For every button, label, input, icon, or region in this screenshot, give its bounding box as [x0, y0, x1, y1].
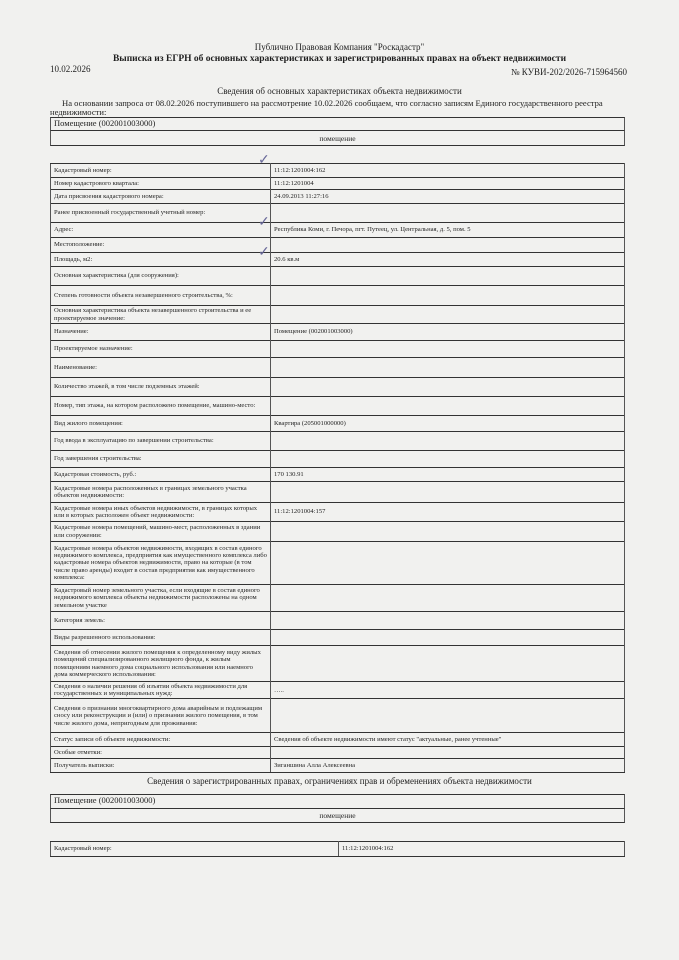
row-value — [271, 482, 625, 503]
checkmark-icon: ✓ — [258, 215, 270, 230]
table-row — [51, 612, 625, 630]
document-title: Выписка из ЕГРН об основных характеристиках и зарегистрированных правах на объект недвижимости — [112, 54, 567, 64]
section2-object-type: Помещение (002001003000) — [50, 794, 625, 808]
object-type: Помещение (002001003000) — [50, 117, 625, 130]
table-row — [51, 223, 625, 238]
table-row — [51, 238, 625, 253]
table-row — [51, 253, 625, 267]
row-value — [271, 451, 625, 468]
row-label: Основная характеристика (для сооружения): — [51, 267, 271, 286]
table-row — [51, 542, 625, 585]
row-label: Кадастровые номера расположенных в границах земельного участка объектов недвижимости: — [51, 482, 271, 503]
row-value — [271, 238, 625, 253]
section2-title: Сведения о зарегистрированных правах, ограничениях прав и обременениях объекта недвижимости — [147, 776, 532, 786]
row-label: Основная характеристика объекта незавершенного строительства и ее проектируемое значение: — [51, 306, 271, 324]
row-label: Кадастровые номера помещений, машино-мест, расположенных в здании или сооружении: — [51, 522, 271, 542]
rights-table — [50, 841, 625, 857]
table-row — [51, 585, 625, 612]
table-row — [51, 358, 625, 378]
table-row — [51, 190, 625, 204]
object-kind: помещение — [50, 130, 625, 146]
table-row — [51, 699, 625, 733]
table-row — [51, 324, 625, 341]
row-value — [271, 397, 625, 416]
table-row — [51, 522, 625, 542]
row-value: 170 130.91 — [271, 468, 625, 482]
table-row — [51, 306, 625, 324]
row-value — [271, 612, 625, 630]
row-value — [271, 306, 625, 324]
row-value: ….. — [271, 682, 625, 699]
row-value — [271, 646, 625, 682]
row-value: Помещение (002001003000) — [271, 324, 625, 341]
organization-name: Публично Правовая Компания "Роскадастр" — [254, 42, 425, 52]
row-label: Категория земель: — [51, 612, 271, 630]
row-value: 20.6 кв.м — [271, 253, 625, 267]
row-value: 11:12:1201004:162 — [339, 842, 625, 857]
table-row — [51, 482, 625, 503]
document-date: 10.02.2026 — [50, 64, 91, 74]
row-value — [271, 432, 625, 451]
row-label: Сведения об отнесении жилого помещения к определенному виду жилых помещений специализированного жилищного фонда, к жилым помещениям наемного дома социального использования или наемного дома коммерческого использования: — [51, 646, 271, 682]
row-value — [271, 747, 625, 759]
row-label: Кадастровая стоимость, руб.: — [51, 468, 271, 482]
row-label: Сведения о признании многоквартирного дома аварийным и подлежащим сносу или реконструкции и (или) о признании жилого помещения, в том числе жилого дома, непригодным для проживания: — [51, 699, 271, 733]
row-value — [271, 286, 625, 306]
row-label: Виды разрешенного использования: — [51, 630, 271, 646]
table-row — [51, 432, 625, 451]
row-label: Ранее присвоенный государственный учетный номер: — [51, 204, 271, 223]
row-value — [271, 204, 625, 223]
row-value — [271, 341, 625, 358]
table-row — [51, 378, 625, 397]
row-value — [271, 267, 625, 286]
row-label: Дата присвоения кадастрового номера: — [51, 190, 271, 204]
row-label: Вид жилого помещения: — [51, 416, 271, 432]
row-label: Местоположение: — [51, 238, 271, 253]
row-label: Площадь, м2: — [51, 253, 271, 267]
table-row — [51, 503, 625, 522]
intro-text: На основании запроса от 08.02.2026 поступившего на рассмотрение 10.02.2026 сообщаем, что согласно записям Единого государственного реестра недвижимости: — [50, 98, 603, 117]
row-value: 11:12:1201004:157 — [271, 503, 625, 522]
row-label: Кадастровые номера объектов недвижимости, входящих в состав единого недвижимого комплекса, предприятия как имущественного комплекса либо кадастровые номера объектов недвижимости, право на которые (в том числе право аренды) входит в состав предприятия как имущественного комплекса: — [51, 542, 271, 585]
row-label: Особые отметки: — [51, 747, 271, 759]
row-value: 24.09.2013 11:27:16 — [271, 190, 625, 204]
row-value: 11:12:1201004 — [271, 178, 625, 190]
table-row — [51, 397, 625, 416]
row-value: Сведения об объекте недвижимости имеют статус "актуальные, ранее учтенные" — [271, 733, 625, 747]
row-value: 11:12:1201004:162 — [271, 164, 625, 178]
table-row — [51, 204, 625, 223]
row-label: Степень готовности объекта незавершенного строительства, %: — [51, 286, 271, 306]
row-label: Назначение: — [51, 324, 271, 341]
table-row — [51, 682, 625, 699]
section1-title: Сведения об основных характеристиках объекта недвижимости — [217, 86, 462, 96]
row-label: Статус записи об объекте недвижимости: — [51, 733, 271, 747]
row-value: Республика Коми, г. Печора, пгт. Путеец, ул. Центральная, д. 5, пом. 5 — [271, 223, 625, 238]
characteristics-table — [50, 163, 625, 773]
table-row — [51, 468, 625, 482]
row-label: Количество этажей, в том числе подземных этажей: — [51, 378, 271, 397]
row-value: Зиганшина Алла Алексеевна — [271, 759, 625, 773]
row-value — [271, 358, 625, 378]
row-label: Получатель выписки: — [51, 759, 271, 773]
row-value — [271, 585, 625, 612]
row-label: Год завершения строительства: — [51, 451, 271, 468]
row-label: Проектируемое назначение: — [51, 341, 271, 358]
table-row — [51, 267, 625, 286]
row-label: Кадастровый номер: — [51, 164, 271, 178]
row-label: Кадастровые номера иных объектов недвижимости, в границах которых или в которых расположен объект недвижимости: — [51, 503, 271, 522]
table-row — [51, 630, 625, 646]
checkmark-icon: ✓ — [258, 245, 270, 260]
table-row — [51, 759, 625, 773]
table-row — [51, 842, 625, 857]
checkmark-icon: ✓ — [258, 153, 270, 168]
table-row — [51, 341, 625, 358]
row-label: Наименование: — [51, 358, 271, 378]
row-value — [271, 522, 625, 542]
table-row — [51, 646, 625, 682]
table-row — [51, 451, 625, 468]
row-value: Квартира (205001000000) — [271, 416, 625, 432]
row-label: Номер, тип этажа, на котором расположено помещение, машино-место: — [51, 397, 271, 416]
table-row — [51, 286, 625, 306]
row-label: Номер кадастрового квартала: — [51, 178, 271, 190]
row-value — [271, 542, 625, 585]
row-label: Год ввода в эксплуатацию по завершении строительства: — [51, 432, 271, 451]
row-label: Кадастровый номер: — [51, 842, 339, 857]
row-value — [271, 630, 625, 646]
table-row — [51, 747, 625, 759]
table-row — [51, 178, 625, 190]
table-row — [51, 416, 625, 432]
row-label: Адрес: — [51, 223, 271, 238]
row-value — [271, 699, 625, 733]
table-row — [51, 164, 625, 178]
section2-object-kind: помещение — [50, 808, 625, 823]
table-row — [51, 733, 625, 747]
row-label: Кадастровый номер земельного участка, если входящие в состав единого недвижимого комплекса объекты недвижимости расположены на одном земельном участке — [51, 585, 271, 612]
row-value — [271, 378, 625, 397]
document-number: № КУВИ-202/2026-715964560 — [510, 67, 627, 77]
row-label: Сведения о наличии решения об изъятии объекта недвижимости для государственных и муниципальных нужд: — [51, 682, 271, 699]
